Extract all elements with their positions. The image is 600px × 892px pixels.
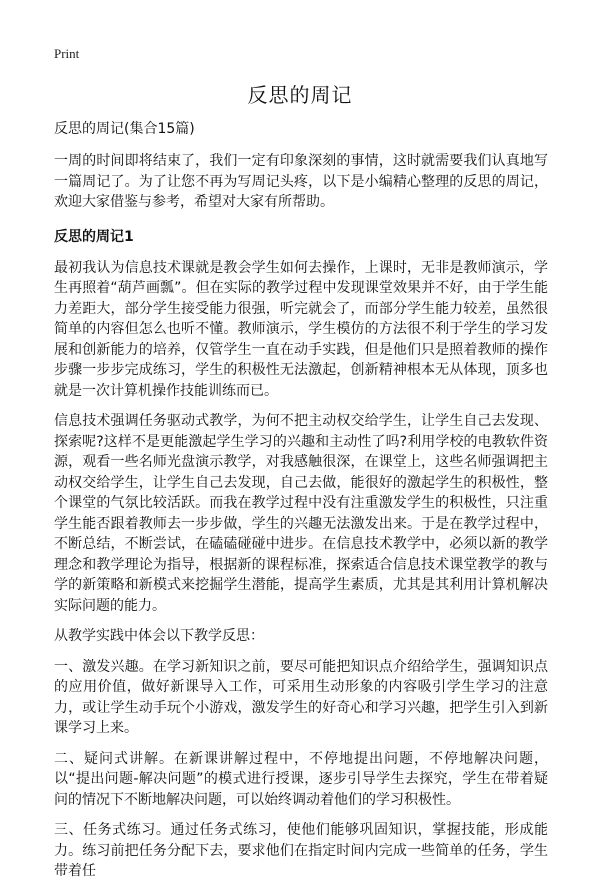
intro-paragraph: 一周的时间即将结束了，我们一定有印象深刻的事情，这时就需要我们认真地写一篇周记了。为了让您不再为写周记头疼，以下是小编精心整理的反思的周记，欢迎大家借鉴与参考，希望对大家有所帮助。 [54, 153, 548, 210]
document-body [54, 119, 548, 892]
body-paragraph-3: 从教学实践中体会以下教学反思： [54, 628, 264, 644]
body-paragraph-4: 一、激发兴趣。在学习新知识之前，要尽可能把知识点介绍给学生，强调知识点的应用价值，做好新课导入工作，可采用生动形象的内容吸引学生学习的注意力，或让学生动手玩个小游戏，激发学生的好奇心和学习兴趣，把学生引入到新课学习上来。 [54, 658, 548, 736]
body-paragraph-1: 最初我认为信息技术课就是教会学生如何去操作，上课时，无非是教师演示，学生再照着“葫芦画瓢”。但在实际的教学过程中发现课堂效果并不好，由于学生能力差距大，部分学生接受能力很强，听完就会了，而部分学生能力较差，虽然很简单的内容但怎么也听不懂。教师演示，学生模仿的方法很不利于学生的学习发展和创新能力的培养，仅管学生一直在动手实践，但是他们只是照着教师的操作步骤一步步完成练习，学生的积极性无法激起，创新精神根本无从体现，顶多也就是一次计算机操作技能训练而已。 [54, 259, 548, 399]
body-paragraph-2: 信息技术强调任务驱动式教学，为何不把主动权交给学生，让学生自己去发现、探索呢?这样不是更能激起学生学习的兴趣和主动性了吗?利用学校的电教软件资源，观看一些名师光盘演示教学，对我感触很深，在课堂上，这些名师强调把主动权交给学生，让学生自己去发现，自己去做，能很好的激起学生的积极性，整个课堂的气氛比较活跃。而我在教学过程中没有注重激发学生的积极性，只注重学生能否跟着教师去一步步做，学生的兴趣无法激发出来。于是在教学过程中，不断总结，不断尝试，在磕磕碰碰中进步。在信息技术教学中，必须以新的教学理念和教学理论为指导，根据新的课程标准，探索适合信息技术课堂教学的教与学的新策略和新模式来挖掘学生潜能，提高学生素质，尤其是其利用计算机解决实际问题的能力。 [54, 413, 548, 614]
body-paragraph-6: 三、任务式练习。通过任务式练习，使他们能够巩固知识，掌握技能，形成能力。练习前把任务分配下去，要求他们在指定时间内完成一些简单的任务，学生带着任 [54, 822, 548, 879]
print-link[interactable]: Print [54, 46, 80, 61]
section-heading: 反思的周记1 [54, 228, 134, 245]
document-subtitle: 反思的周记(集合15篇) [54, 121, 195, 137]
body-paragraph-5: 二、疑问式讲解。在新课讲解过程中，不停地提出问题，不停地解决问题，以“提出问题-解决问题”的模式进行授课，逐步引导学生去探究，学生在带着疑问的情况下不断地解决问题，可以始终调动着他们的学习积极性。 [54, 750, 548, 808]
page-title: 反思的周记 [247, 83, 353, 107]
